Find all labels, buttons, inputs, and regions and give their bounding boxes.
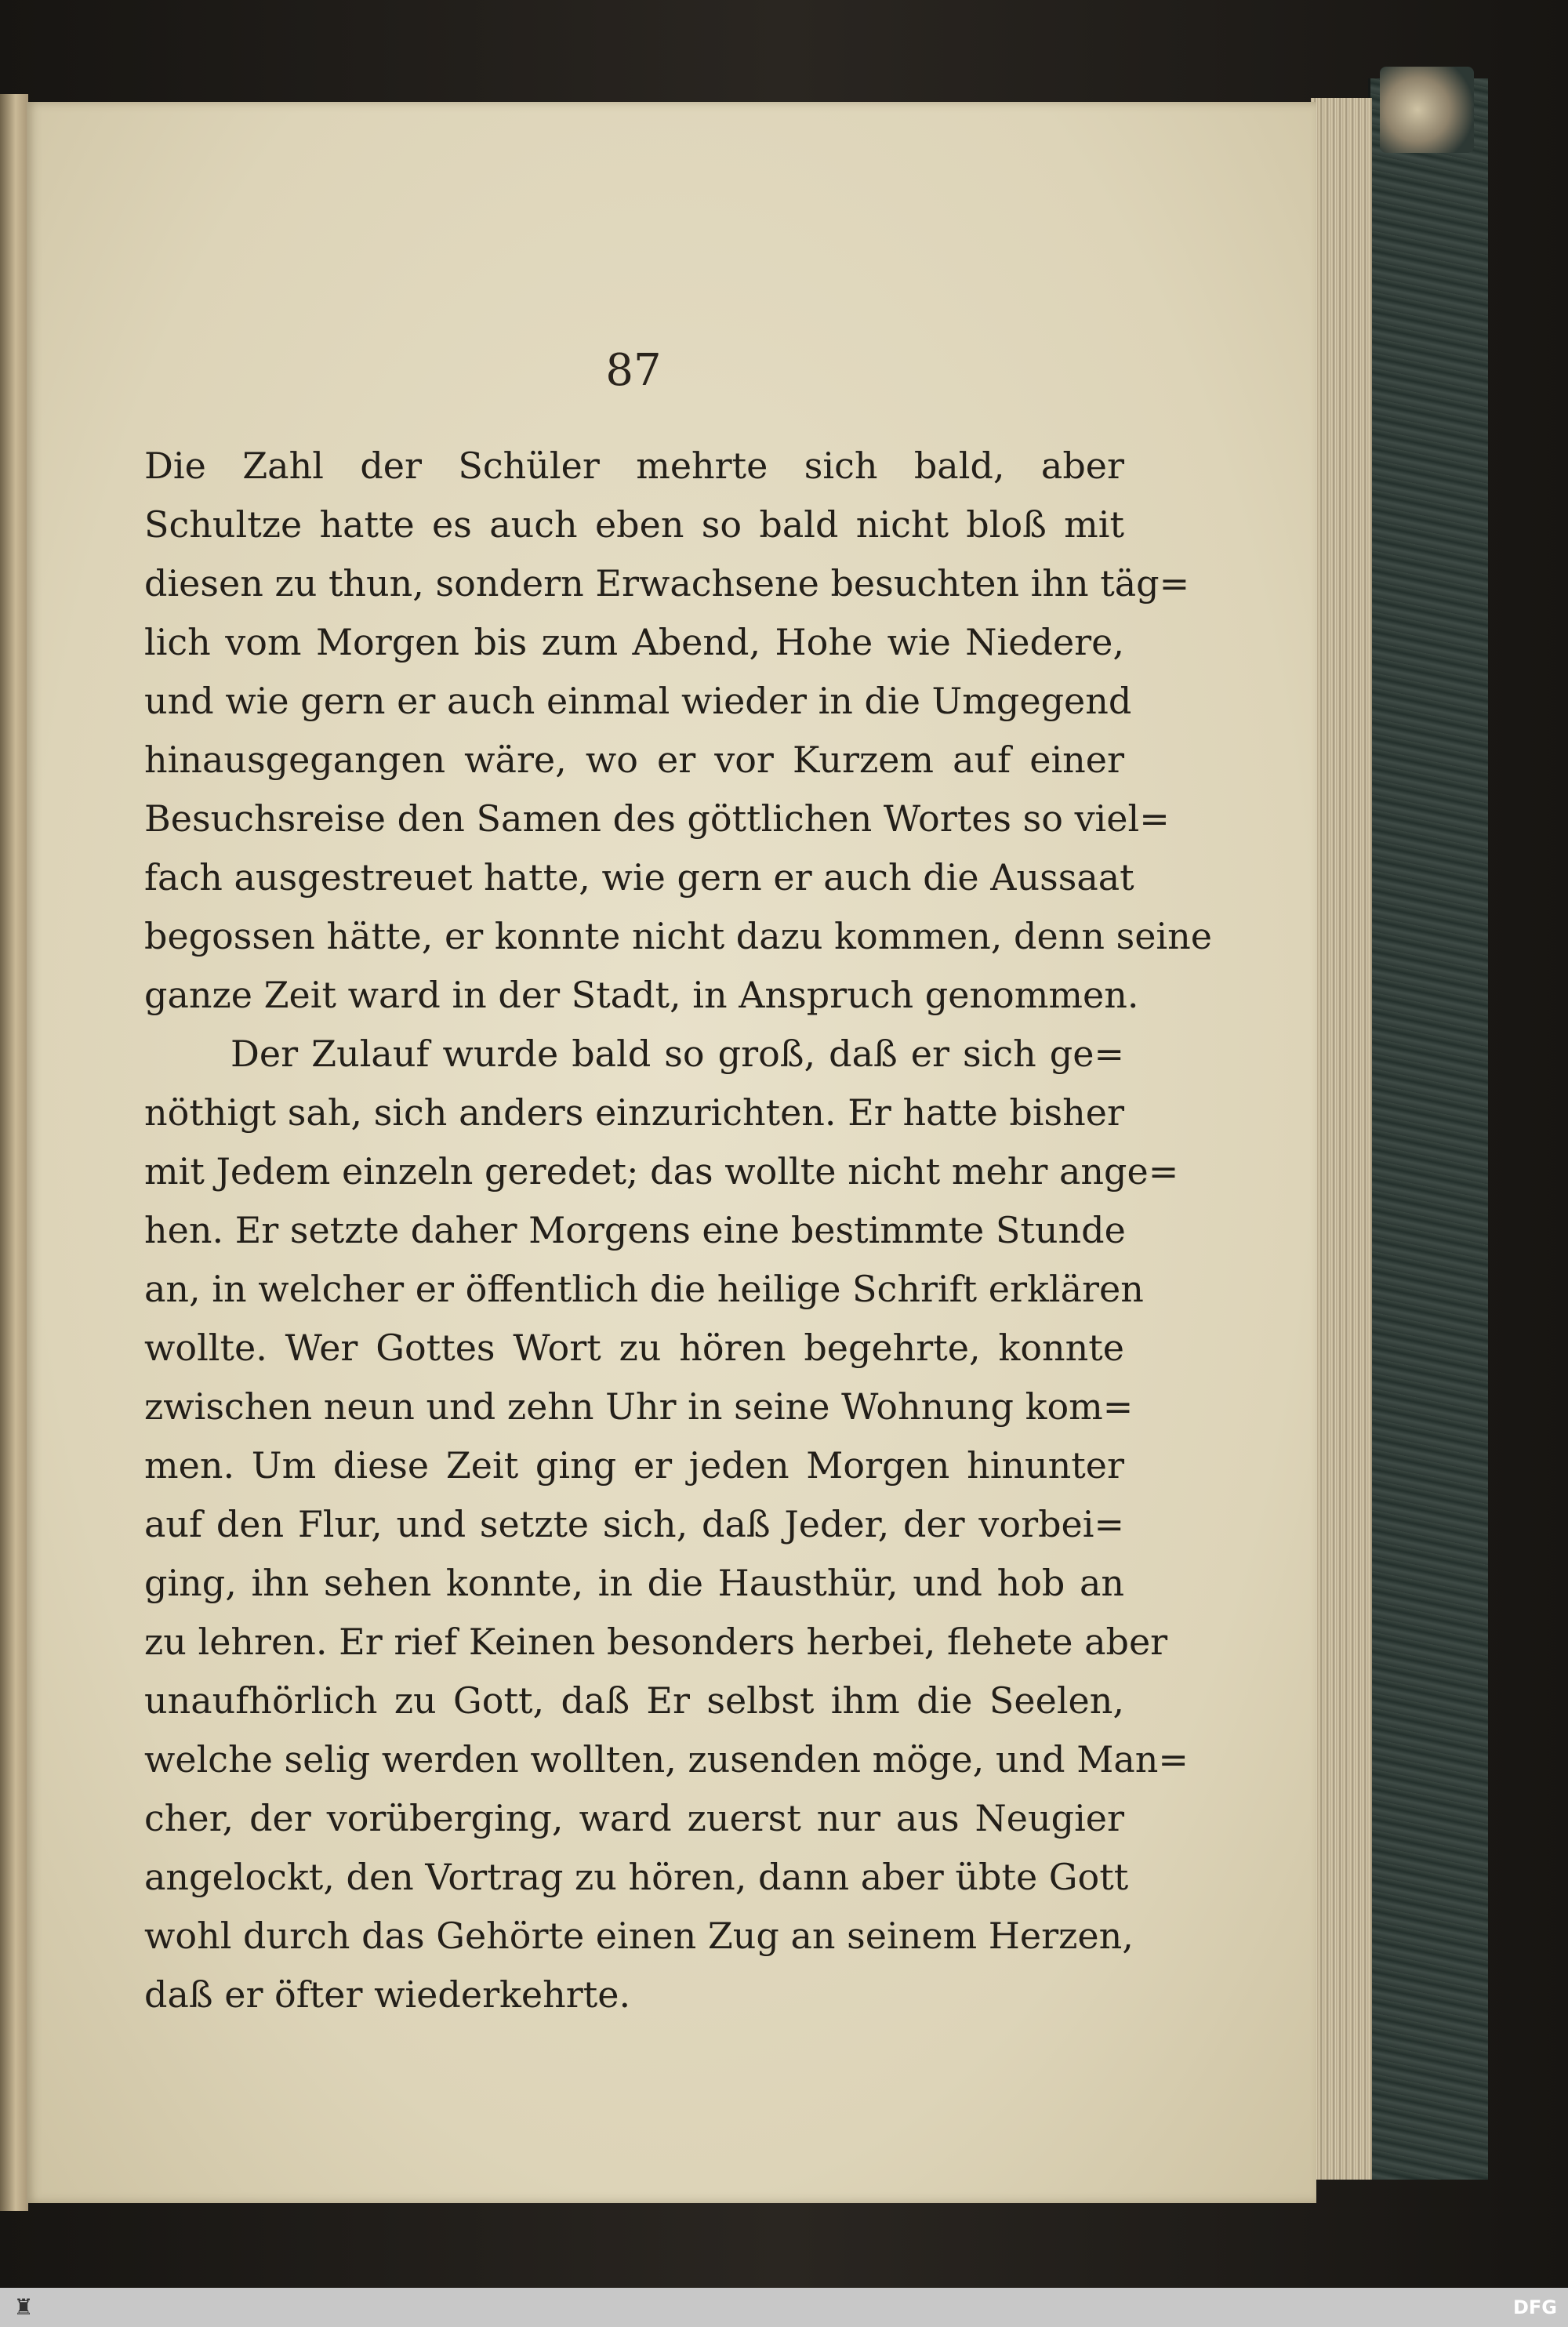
page-number: 87 (605, 345, 662, 396)
text-line: ging, ihn sehen konnte, in die Hausthür, und hob an (144, 1562, 1124, 1604)
dfg-logo: DFG (1512, 2296, 1557, 2318)
text-line: daß er öfter wiederkehrte. (144, 1973, 631, 2016)
text-line: angelockt, den Vortrag zu hören, dann aber übte Gott (144, 1856, 1129, 1898)
text-line: unaufhörlich zu Gott, daß Er selbst ihm die Seelen, (144, 1679, 1124, 1722)
text-line: und wie gern er auch einmal wieder in die Umgegend (144, 680, 1132, 722)
text-line: cher, der vorüberging, ward zuerst nur aus Neugier (144, 1797, 1124, 1839)
text-line: auf den Flur, und setzte sich, daß Jeder, der vorbei= (144, 1503, 1124, 1545)
text-line: an, in welcher er öffentlich die heilige Schrift erklären (144, 1268, 1144, 1310)
text-line: hinausgegangen wäre, wo er vor Kurzem auf einer (144, 739, 1124, 781)
text-line: Die Zahl der Schüler mehrte sich bald, aber (144, 445, 1124, 487)
viewer-footer-bar (0, 2288, 1568, 2327)
text-line: begossen hätte, er konnte nicht dazu kommen, denn seine (144, 915, 1212, 957)
worn-cover-corner (1380, 67, 1474, 153)
text-line: men. Um diese Zeit ging er jeden Morgen hinunter (144, 1444, 1124, 1487)
library-emblem-icon: ♜ (13, 2294, 34, 2320)
book-cover-board (1368, 78, 1488, 2180)
text-line: hen. Er setzte daher Morgens eine bestimmte Stunde (144, 1209, 1126, 1251)
text-line: ganze Zeit ward in der Stadt, in Anspruch genommen. (144, 974, 1139, 1016)
text-line: zu lehren. Er rief Keinen besonders herbei, flehete aber (144, 1621, 1168, 1663)
page-stack-edge (1311, 98, 1372, 2180)
text-line: Besuchsreise den Samen des göttlichen Wortes so viel= (144, 797, 1170, 840)
book-page (27, 102, 1316, 2203)
text-line: diesen zu thun, sondern Erwachsene besuchten ihn täg= (144, 562, 1190, 604)
text-line: nöthigt sah, sich anders einzurichten. Er hatte bisher (144, 1091, 1124, 1134)
text-line: mit Jedem einzeln geredet; das wollte nicht mehr ange= (144, 1150, 1179, 1193)
text-line: fach ausgestreuet hatte, wie gern er auch die Aussaat (144, 856, 1134, 898)
text-line: zwischen neun und zehn Uhr in seine Wohnung kom= (144, 1385, 1134, 1428)
text-line: wollte. Wer Gottes Wort zu hören begehrte, konnte (144, 1327, 1124, 1369)
text-line: welche selig werden wollten, zusenden möge, und Man= (144, 1738, 1189, 1781)
text-line: Der Zulauf wurde bald so groß, daß er sich ge= (230, 1033, 1124, 1075)
text-line: Schultze hatte es auch eben so bald nicht bloß mit (144, 503, 1124, 546)
text-line: wohl durch das Gehörte einen Zug an seinem Herzen, (144, 1915, 1134, 1957)
text-line: lich vom Morgen bis zum Abend, Hohe wie Niedere, (144, 621, 1124, 663)
left-page-edge (0, 94, 28, 2211)
